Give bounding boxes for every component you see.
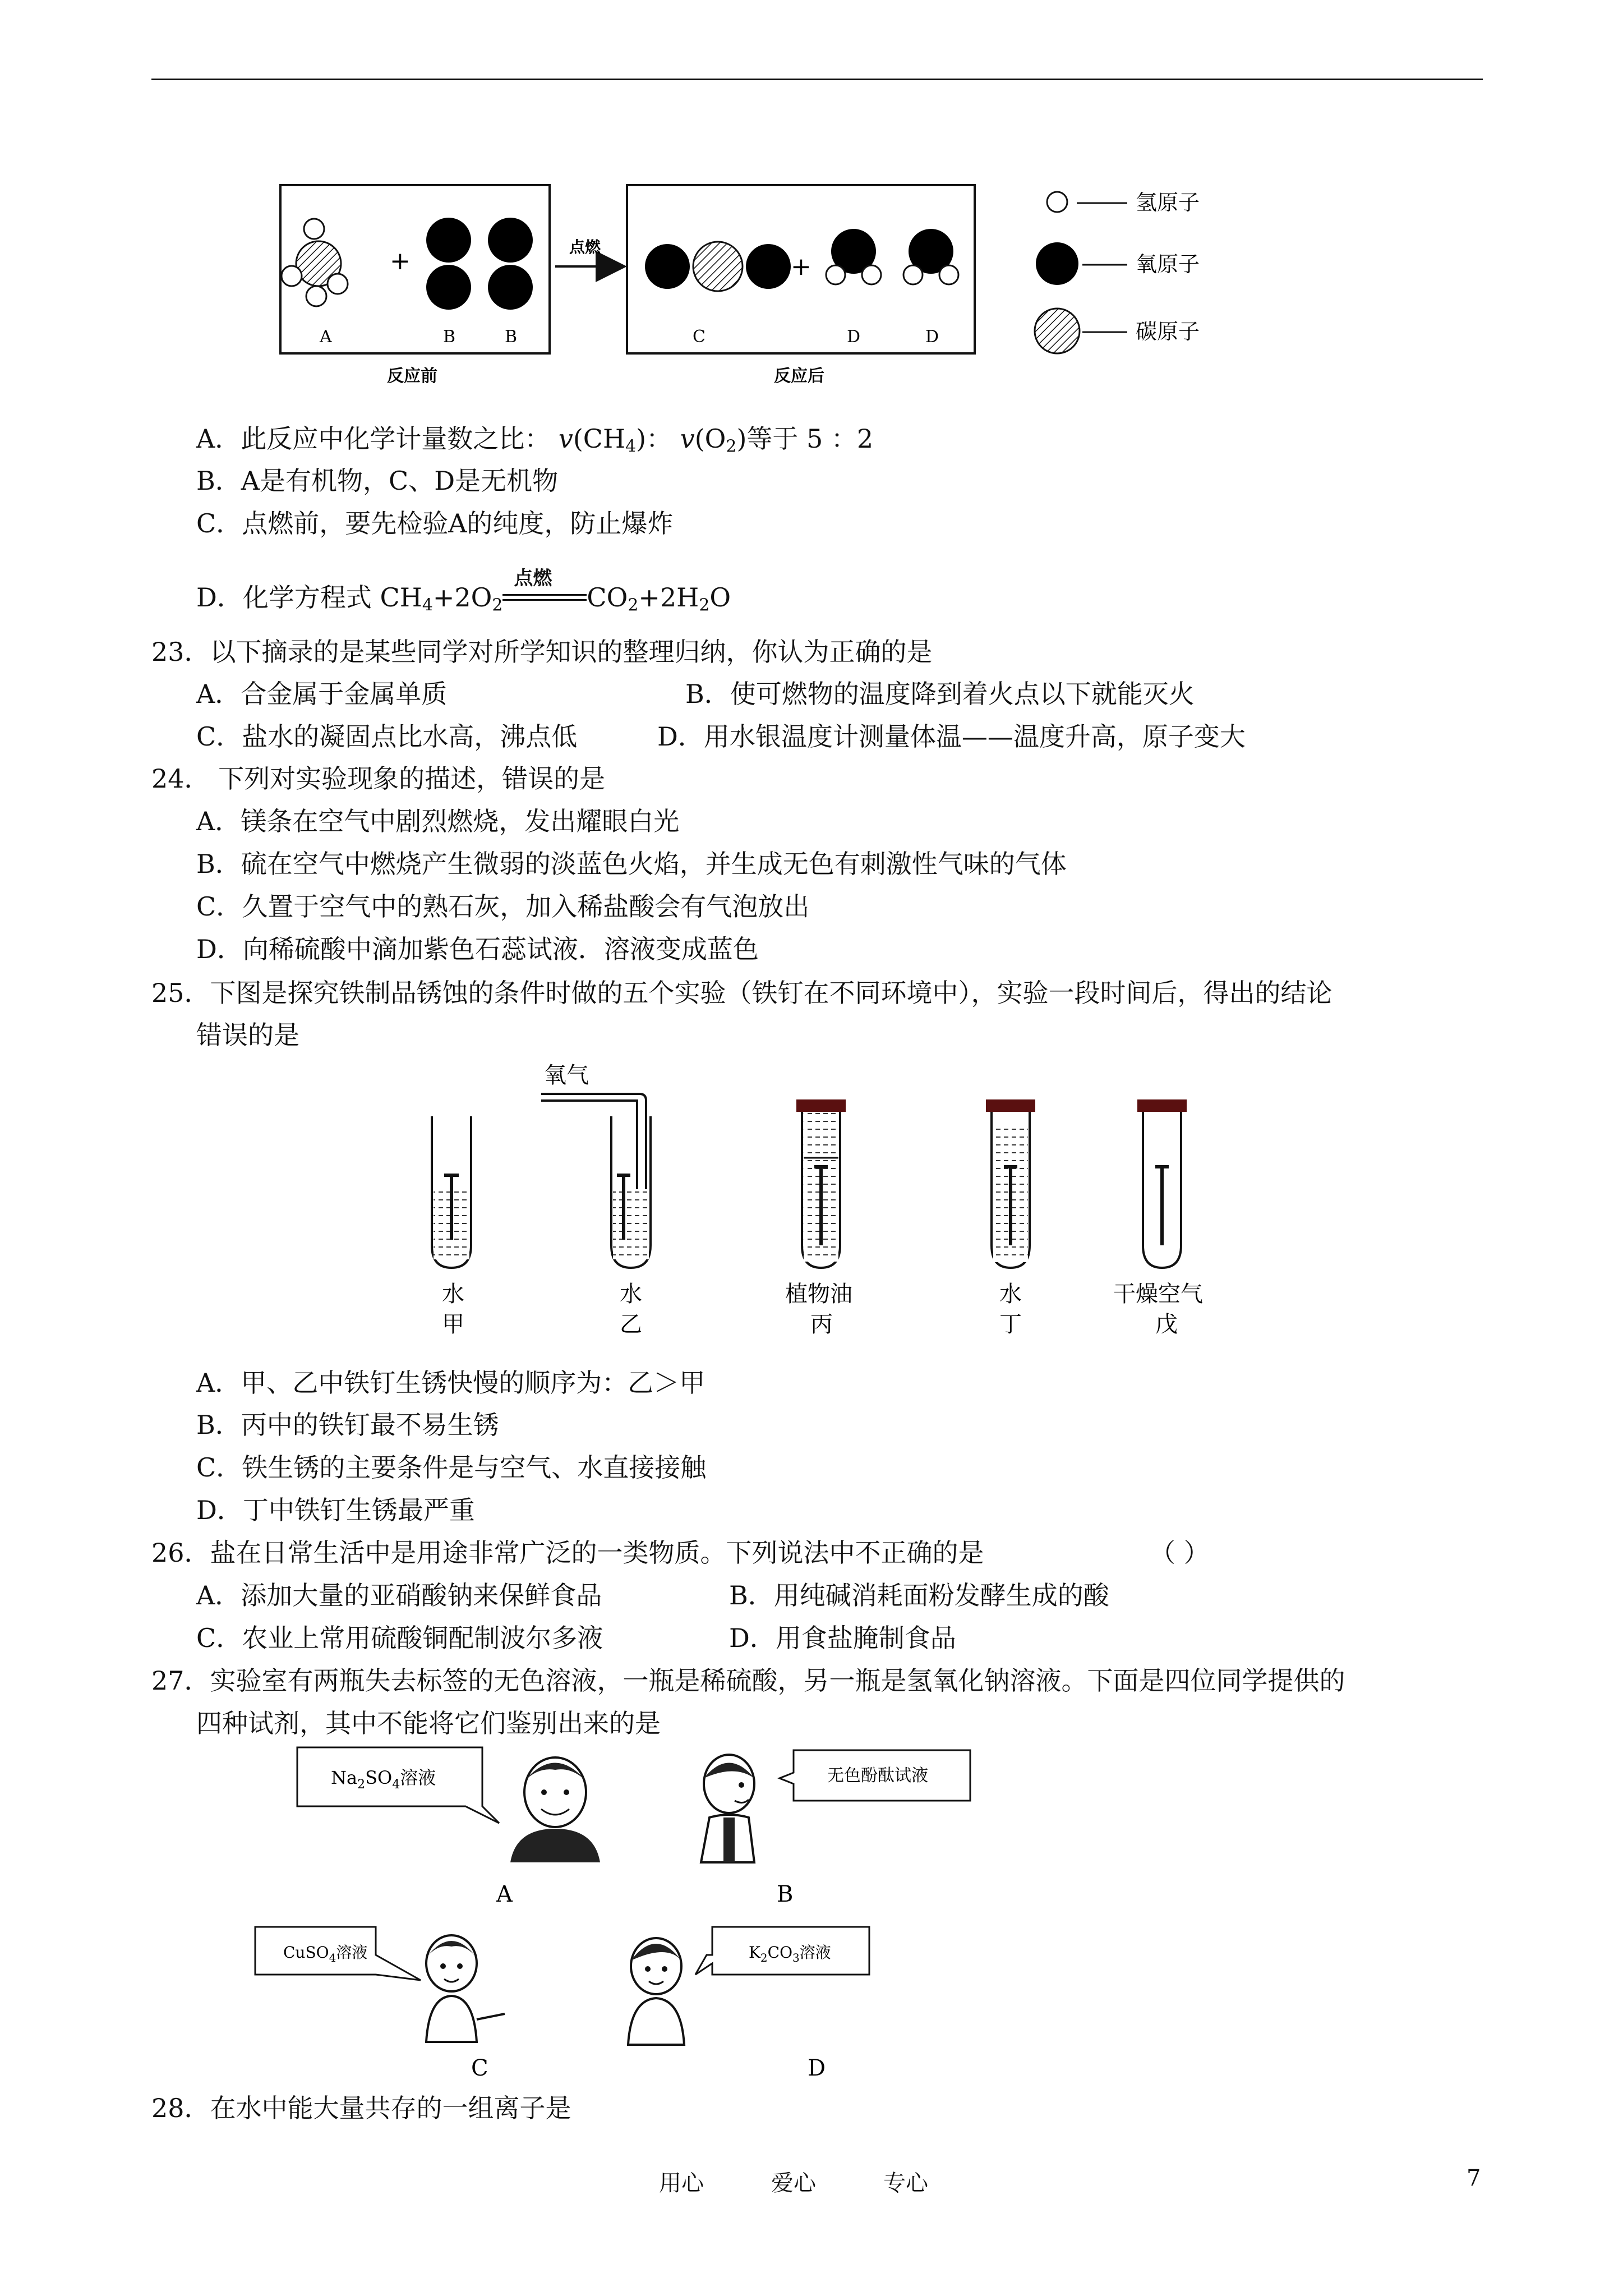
arrow-label: 点燃: [569, 238, 601, 256]
q22-option-b: B．A是有机物，C、D是无机物: [196, 466, 559, 496]
q24-option-a: A．镁条在空气中剧烈燃烧，发出耀眼白光: [196, 806, 680, 836]
legend-carbon: [1035, 309, 1200, 353]
tube-jia-content: 水: [442, 1281, 464, 1307]
q22-option-c: C．点燃前，要先检验A的纯度，防止爆炸: [196, 508, 674, 539]
svg-text:Na2SO4溶液: $Na_2SO_4$溶液: [331, 1767, 436, 1792]
q22-option-d: D．化学方程式 $CH_4+2O_2$ 点燃 $CO_2+2H_2O$: [196, 581, 731, 622]
q24-stem: 24． 下列对实验现象的描述，错误的是: [151, 763, 606, 794]
speech-bubble-d: [695, 1927, 869, 1975]
q25-stem-2: 错误的是: [196, 1020, 299, 1050]
co2-molecule: [645, 242, 791, 291]
q23-option-c: C．盐水的凝固点比水高，沸点低: [196, 721, 578, 752]
label-B1: B: [443, 327, 456, 347]
tube-bing-content: 植物油: [785, 1281, 852, 1307]
tube-yi-content: 水: [620, 1281, 642, 1307]
student-d-figure: [628, 1938, 684, 2045]
svg-text:CuSO4溶液: CuSO$_4$溶液: [283, 1943, 368, 1964]
svg-text:氧原子: 氧原子: [1136, 252, 1200, 277]
footer-item-3: 专心: [883, 2170, 928, 2196]
q26-option-a: A．添加大量的亚硝酸钠来保鲜食品: [196, 1580, 602, 1611]
tube-ding-name: 丁: [999, 1312, 1022, 1337]
q26-option-c: C．农业上常用硫酸铜配制波尔多液: [196, 1623, 603, 1653]
q26-stem: 26．盐在日常生活中是用途非常广泛的一类物质。下列说法中不正确的是: [151, 1538, 984, 1568]
tube-bing-name: 丙: [810, 1312, 833, 1337]
q22-option-a-tail: 等于 5 ：2: [746, 424, 874, 454]
tube-ding-content: 水: [999, 1281, 1022, 1307]
q25-option-d: D．丁中铁钉生锈最严重: [196, 1495, 475, 1525]
label-A: A: [320, 327, 332, 347]
tube-yi-name: 乙: [620, 1312, 642, 1337]
svg-text:K2CO3溶液: $K_2CO_3$溶液: [749, 1943, 831, 1964]
q22-option-a: A．此反应中化学计量数之比： $v(CH_4)$： $v(O_2)$等于 5 ：2: [196, 424, 874, 457]
q24-option-c: C．久置于空气中的熟石灰，加入稀盐酸会有气泡放出: [196, 891, 810, 922]
q27-stem-1: 27．实验室有两瓶失去标签的无色溶液，一瓶是稀硫酸，另一瓶是氢氧化钠溶液。下面是四位同学提供的: [151, 1665, 1345, 1696]
label-student-b: B: [777, 1881, 794, 1907]
q23-option-d: D．用水银温度计测量体温——温度升高，原子变大: [657, 721, 1246, 752]
speech-bubble-c: [255, 1927, 421, 1980]
q26-option-d: D．用食盐腌制食品: [729, 1623, 956, 1653]
label-C: C: [693, 327, 706, 347]
oxygen-molecule-1: [426, 218, 471, 310]
tube-bing: [796, 1099, 846, 1268]
student-a-figure: [510, 1757, 600, 1862]
page-number: 7: [1467, 2165, 1481, 2191]
q23-stem: 23．以下摘录的是某些同学对所学知识的整理归纳，你认为正确的是: [151, 637, 933, 667]
equation-condition-text: 点燃: [514, 567, 552, 590]
q25-option-b: B．丙中的铁钉最不易生锈: [196, 1410, 499, 1440]
svg-text:无色酚酞试液: 无色酚酞试液: [827, 1766, 928, 1786]
iron-nail-experiment: [415, 1055, 1256, 1346]
student-b-figure: [701, 1755, 754, 1862]
label-D1: D: [847, 327, 861, 347]
q22-option-d-prefix: D．化学方程式: [196, 582, 380, 613]
q27-stem-2: 四种试剂，其中不能将它们鉴别出来的是: [196, 1708, 661, 1738]
label-student-d: D: [808, 2055, 826, 2081]
tube-jia-name: 甲: [442, 1312, 464, 1337]
caption-after: 反应后: [774, 366, 824, 386]
svg-text:碳原子: 碳原子: [1136, 319, 1200, 344]
label-student-c: C: [471, 2055, 488, 2081]
q25-stem-1: 25．下图是探究铁制品锈蚀的条件时做的五个实验（铁钉在不同环境中），实验一段时间后，得出的结论: [151, 978, 1332, 1008]
q26-option-b: B．用纯碱消耗面粉发酵生成的酸: [729, 1580, 1109, 1611]
label-D2: D: [925, 327, 939, 347]
tube-wu: [1137, 1099, 1187, 1268]
reagent-figure: [241, 1739, 998, 2087]
equation-condition: [502, 567, 587, 611]
q23-option-b: B．使可燃物的温度降到着火点以下就能灭火: [685, 679, 1195, 709]
q26-answer-bracket: （ ）: [1150, 1538, 1210, 1568]
q28-stem: 28．在水中能大量共存的一组离子是: [151, 2093, 571, 2123]
footer-item-1: 用心: [659, 2170, 704, 2196]
methane-molecule: [282, 219, 348, 306]
svg-text:氢原子: 氢原子: [1136, 190, 1200, 215]
speech-bubble-a: [297, 1747, 499, 1823]
label-student-a: A: [496, 1881, 513, 1907]
tube-wu-name: 戊: [1155, 1312, 1178, 1337]
speech-bubble-b: [780, 1750, 970, 1801]
svg-text:+: +: [390, 247, 411, 275]
header-rule: [151, 79, 1483, 80]
q25-option-c: C．铁生锈的主要条件是与空气、水直接接触: [196, 1452, 707, 1483]
oxygen-molecule-2: [488, 218, 533, 310]
tube-yi: [611, 1116, 651, 1268]
q23-option-a: A．合金属于金属单质: [196, 679, 448, 709]
legend-oxygen: [1036, 242, 1200, 285]
q25-option-a: A．甲、乙中铁钉生锈快慢的顺序为：乙＞甲: [196, 1368, 706, 1398]
legend-hydrogen: [1047, 190, 1200, 215]
q24-option-b: B．硫在空气中燃烧产生微弱的淡蓝色火焰，并生成无色有刺激性气味的气体: [196, 849, 1067, 879]
q22-option-a-text: A．此反应中化学计量数之比：: [196, 424, 551, 454]
tube-wu-content: 干燥空气: [1113, 1281, 1203, 1307]
tube-ding: [986, 1099, 1035, 1268]
water-molecule-1: [826, 229, 881, 284]
svg-text:+: +: [791, 252, 811, 281]
q24-option-d: D．向稀硫酸中滴加紫色石蕊试液．溶液变成蓝色: [196, 934, 759, 964]
water-molecule-2: [903, 229, 958, 284]
oxygen-label: 氧气: [544, 1062, 589, 1088]
student-c-figure: [426, 1935, 505, 2042]
footer-item-2: 爱心: [771, 2170, 816, 2196]
reaction-diagram: [275, 180, 1273, 393]
tube-jia: [432, 1116, 471, 1268]
caption-before: 反应前: [387, 366, 437, 386]
label-B2: B: [505, 327, 518, 347]
